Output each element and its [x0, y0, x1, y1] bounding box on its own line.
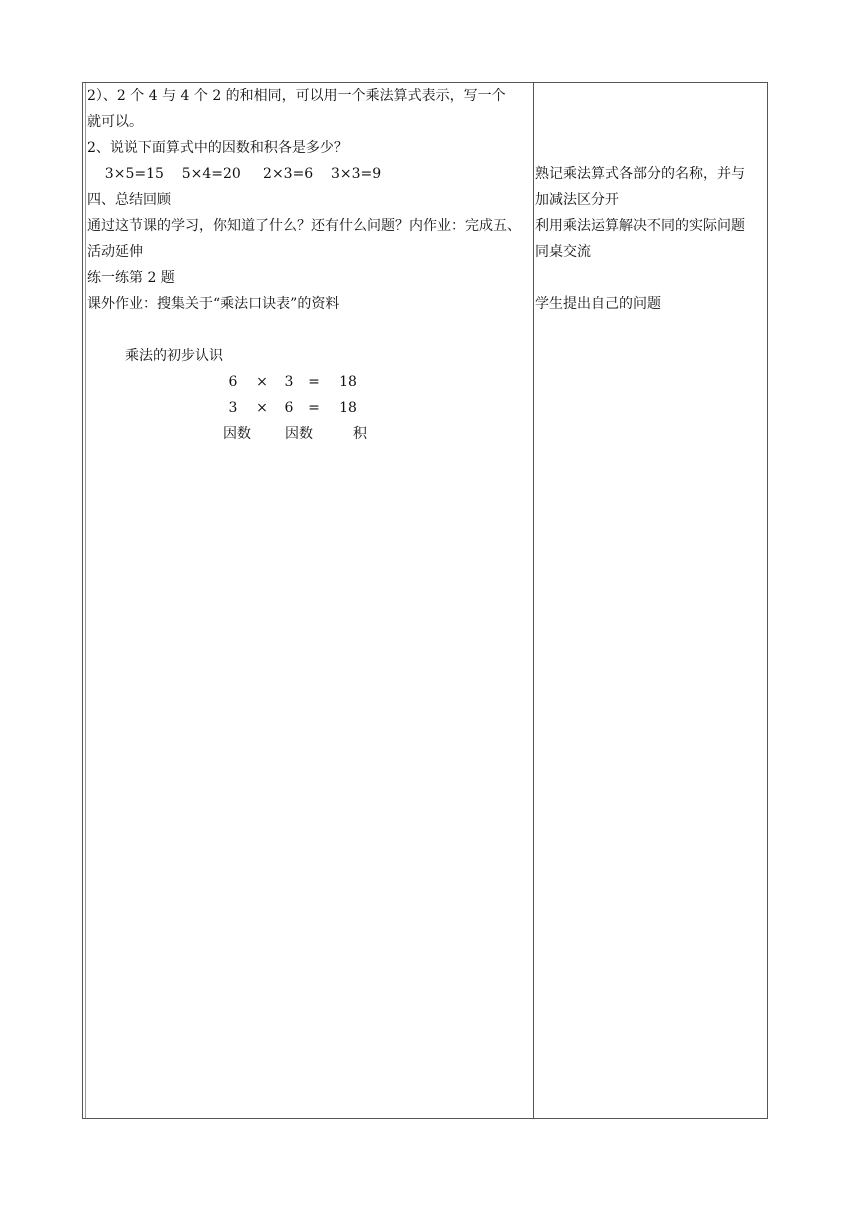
product: 18 [339, 374, 357, 390]
text-line: 同桌交流 [535, 244, 591, 260]
column-divider [533, 83, 534, 1118]
product-label: 积 [353, 426, 367, 442]
text-line: 活动延伸 [87, 244, 143, 260]
text-line: 利用乘法运算解决不同的实际问题 [535, 218, 745, 234]
text-line: 熟记乘法算式各部分的名称，并与 [535, 166, 745, 182]
factor-label: 因数 [223, 426, 251, 442]
text-line: 加减法区分开 [535, 192, 619, 208]
text-line: 就可以。 [87, 114, 143, 130]
lesson-table [82, 82, 768, 1119]
text-line: 通过这节课的学习，你知道了什么？还有什么问题？内作业：完成五、 [87, 218, 521, 234]
factor: 6 [284, 400, 294, 416]
inner-border-line [85, 83, 86, 1118]
equals-sign: = [308, 400, 320, 416]
text-line: 2）、2 个 4 与 4 个 2 的和相同，可以用一个乘法算式表示，写一个 [87, 88, 506, 104]
text-line: 2、说说下面算式中的因数和积各是多少？ [87, 140, 348, 156]
factor: 3 [228, 400, 238, 416]
factor: 3 [284, 374, 294, 390]
board-labels-row [87, 421, 533, 447]
section-heading: 四、总结回顾 [87, 192, 171, 208]
formula-examples: 3×5=15 5×4=20 2×3=6 3×3=9 [87, 166, 382, 182]
teaching-process-column [87, 83, 533, 447]
board-formula-row [87, 369, 533, 395]
text-line: 学生提出自己的问题 [535, 296, 661, 312]
operator: × [256, 400, 268, 416]
operator: × [256, 374, 268, 390]
product: 18 [339, 400, 357, 416]
equals-sign: = [308, 374, 320, 390]
board-title: 乘法的初步认识 [125, 348, 223, 364]
text-line: 练一练第 2 题 [87, 270, 175, 286]
factor-label: 因数 [285, 426, 313, 442]
design-intent-column [535, 83, 767, 317]
factor: 6 [228, 374, 238, 390]
homework-line: 课外作业：搜集关于“乘法口诀表”的资料 [87, 296, 340, 312]
board-formula-row [87, 395, 533, 421]
